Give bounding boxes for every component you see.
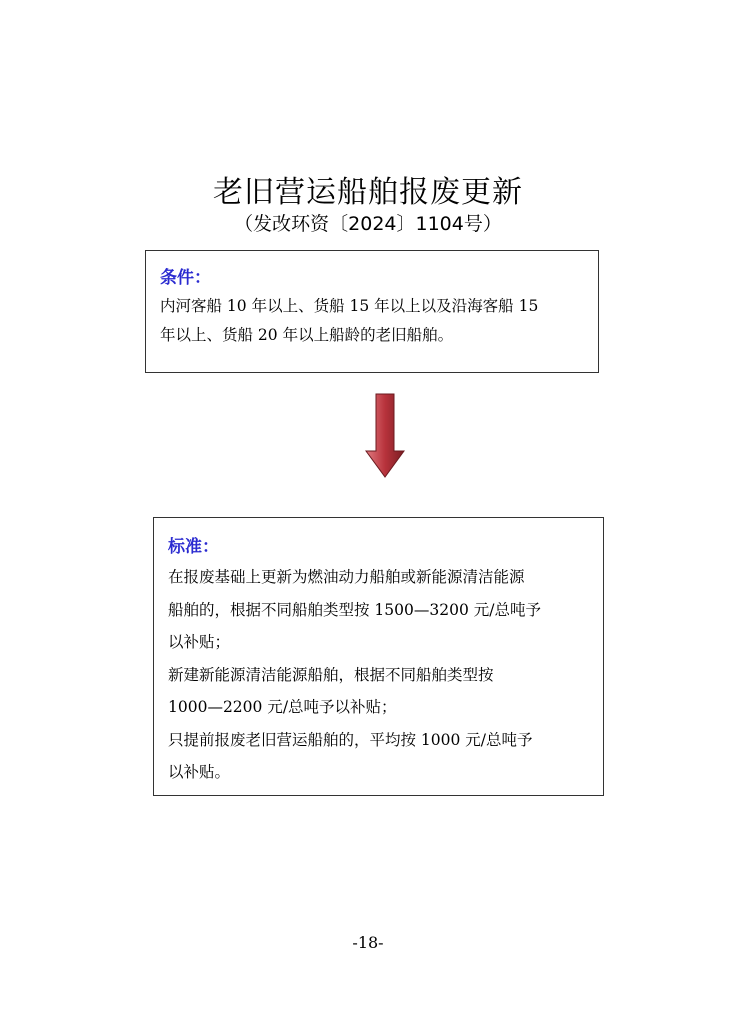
standard-line: 在报废基础上更新为燃油动力船舶或新能源清洁能源 xyxy=(168,568,525,586)
standard-line: 只提前报废老旧营运船舶的，平均按 1000 元/总吨予 xyxy=(168,730,533,749)
standard-line: 新建新能源清洁能源船舶，根据不同船舶类型按 xyxy=(168,665,494,684)
condition-line: 内河客船 10 年以上、货船 15 年以上以及沿海客船 15 xyxy=(160,297,539,315)
policy-reference: （发改环资〔2024〕1104号） xyxy=(234,213,502,235)
standard-box xyxy=(153,517,604,796)
down-arrow-icon xyxy=(364,393,406,479)
condition-box xyxy=(145,250,599,373)
standard-line: 1000—2200 元/总吨予以补贴； xyxy=(168,698,397,716)
condition-line: 年以上、货船 20 年以上船龄的老旧船舶。 xyxy=(160,326,454,344)
page-title: 老旧营运船舶报废更新 xyxy=(213,175,523,210)
standard-heading: 标准： xyxy=(168,537,219,557)
standard-line: 船舶的，根据不同船舶类型按 1500—3200 元/总吨予 xyxy=(168,600,541,619)
page-number: -18- xyxy=(352,933,384,952)
standard-line: 以补贴。 xyxy=(168,763,231,781)
condition-heading: 条件： xyxy=(160,268,211,288)
standard-line: 以补贴； xyxy=(168,633,231,651)
